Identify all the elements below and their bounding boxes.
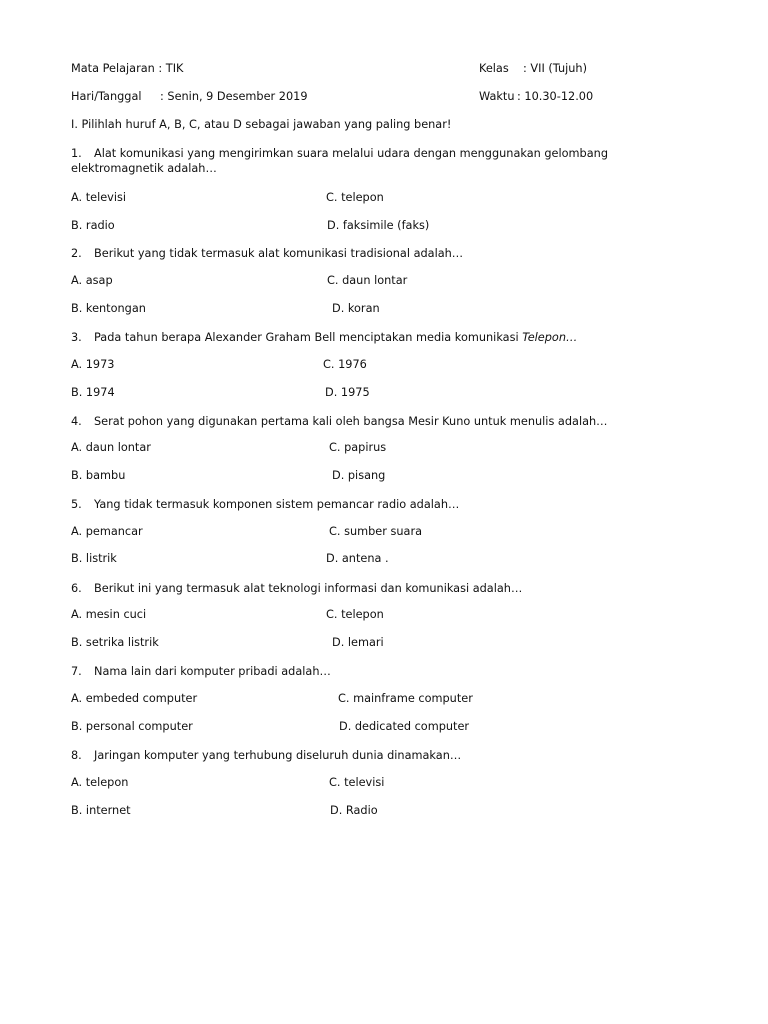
option-b: B. kentongan — [71, 302, 146, 315]
option-a: A. asap — [71, 274, 113, 287]
question-number: 1. — [71, 147, 82, 160]
option-a: A. telepon — [71, 776, 129, 789]
class-value: : VII (Tujuh) — [523, 62, 587, 75]
option-d: D. antena . — [326, 552, 389, 565]
question-3 — [71, 330, 691, 345]
option-c: C. sumber suara — [329, 525, 423, 538]
option-a: A. daun lontar — [71, 441, 151, 454]
question-text: Jaringan komputer yang terhubung diseluruh dunia dinamakan… — [94, 749, 462, 762]
option-a: A. mesin cuci — [71, 608, 147, 621]
option-d: D. pisang — [332, 469, 386, 482]
option-a: A. pemancar — [71, 525, 143, 538]
question-text: Berikut ini yang termasuk alat teknologi informasi dan komunikasi adalah… — [94, 582, 523, 595]
date-value: : Senin, 9 Desember 2019 — [160, 90, 308, 103]
question-8 — [71, 748, 691, 763]
option-b: B. radio — [71, 219, 115, 232]
question-number: 3. — [71, 331, 82, 344]
option-c: C. telepon — [326, 608, 384, 621]
question-6 — [71, 581, 691, 596]
question-number: 4. — [71, 415, 82, 428]
option-c: C. 1976 — [323, 358, 367, 371]
instruction-text: I. Pilihlah huruf A, B, C, atau D sebagai jawaban yang paling benar! — [71, 118, 452, 131]
option-b: B. listrik — [71, 552, 117, 565]
option-c: C. papirus — [329, 441, 387, 454]
question-number: 5. — [71, 498, 82, 511]
option-b: B. 1974 — [71, 386, 115, 399]
option-b: B. internet — [71, 804, 131, 817]
question-5 — [71, 497, 691, 512]
option-a: A. embeded computer — [71, 692, 198, 705]
date-label: Hari/Tanggal — [71, 90, 142, 103]
option-d: D. dedicated computer — [339, 720, 470, 733]
question-4 — [71, 414, 691, 429]
option-c: C. telepon — [326, 191, 384, 204]
option-d: D. Radio — [330, 804, 378, 817]
option-b: B. setrika listrik — [71, 636, 159, 649]
option-d: D. lemari — [332, 636, 384, 649]
question-text: Serat pohon yang digunakan pertama kali oleh bangsa Mesir Kuno untuk menulis adalah… — [94, 415, 608, 428]
time-value: : 10.30-12.00 — [517, 90, 594, 103]
question-text: Pada tahun berapa Alexander Graham Bell menciptakan media komunikasi — [94, 331, 519, 344]
question-2 — [71, 246, 691, 261]
class-label: Kelas — [479, 62, 509, 75]
question-number: 2. — [71, 247, 82, 260]
question-number: 6. — [71, 582, 82, 595]
option-d: D. koran — [332, 302, 380, 315]
question-text: Yang tidak termasuk komponen sistem pemancar radio adalah… — [94, 498, 460, 511]
option-d: D. faksimile (faks) — [327, 219, 430, 232]
question-1 — [71, 146, 691, 176]
option-c: C. mainframe computer — [338, 692, 473, 705]
option-b: B. bambu — [71, 469, 126, 482]
option-b: B. personal computer — [71, 720, 193, 733]
option-a: A. televisi — [71, 191, 127, 204]
question-text: Nama lain dari komputer pribadi adalah… — [94, 665, 331, 678]
option-d: D. 1975 — [325, 386, 370, 399]
option-c: C. televisi — [329, 776, 385, 789]
question-number: 7. — [71, 665, 82, 678]
question-7 — [71, 664, 691, 679]
subject-label: Mata Pelajaran : TIK — [71, 62, 184, 75]
time-label: Waktu — [479, 90, 515, 103]
option-a: A. 1973 — [71, 358, 115, 371]
question-text: Berikut yang tidak termasuk alat komunikasi tradisional adalah… — [94, 247, 464, 260]
question-number: 8. — [71, 749, 82, 762]
question-text: Alat komunikasi yang mengirimkan suara melalui udara dengan menggunakan gelombang elektromagnetik adalah… — [71, 147, 608, 175]
question-text-italic: Telepon… — [522, 331, 578, 344]
option-c: C. daun lontar — [327, 274, 408, 287]
